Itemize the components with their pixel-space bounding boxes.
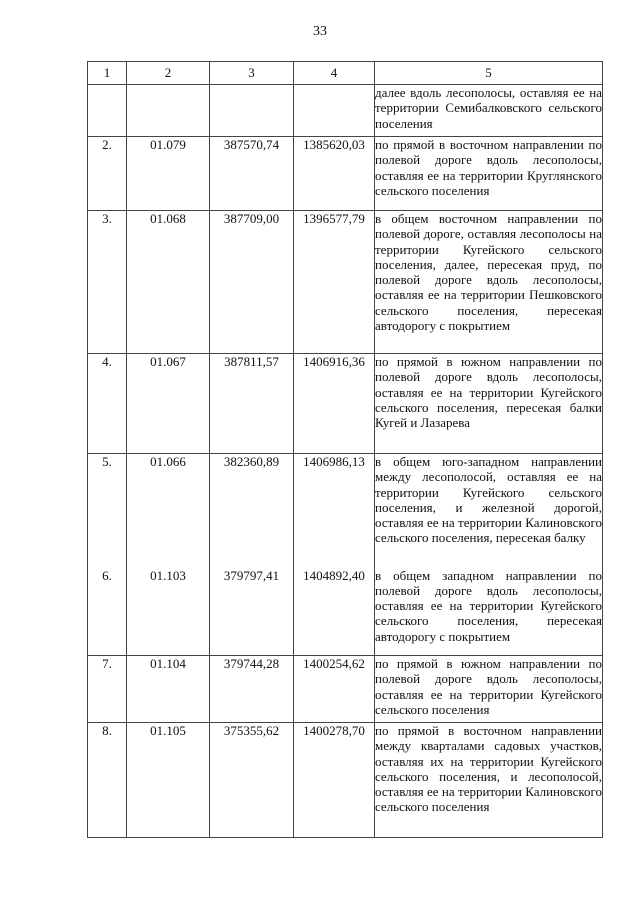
x-coordinate: 375355,62 [210,723,294,838]
row-number: 4. [88,354,127,454]
row-number: 7. [88,656,127,723]
y-coordinate: 1406916,36 [294,354,375,454]
table-row [88,354,603,454]
y-coordinate: 1406986,13 [294,454,375,568]
x-coordinate: 387709,00 [210,211,294,354]
y-coordinate: 1404892,40 [294,568,375,656]
boundary-table [87,61,603,838]
point-id [127,85,210,137]
x-coordinate [210,85,294,137]
boundary-description: в общем западном направлении по полевой дороге вдоль лесополосы, оставляя ее на территории Кугейского сельского поселения, пересекая автодорогу с покрытием [375,568,603,656]
table-header-row [88,62,603,85]
table-row [88,656,603,723]
row-number [88,85,127,137]
boundary-description: по прямой в восточном направлении между кварталами садовых участков, оставляя их на территории Кугейского сельского поселения, и лесополосой, оставляя ее на территории Калиновского сельского поселения [375,723,603,838]
table-row [88,723,603,838]
y-coordinate: 1400254,62 [294,656,375,723]
table-row [88,568,603,656]
table-row [88,454,603,568]
point-id: 01.068 [127,211,210,354]
point-id: 01.079 [127,137,210,211]
y-coordinate: 1396577,79 [294,211,375,354]
boundary-description: по прямой в южном направлении по полевой дороге вдоль лесополосы, оставляя ее на территории Кугейского сельского поселения, пересекая балки Кугей и Лазарева [375,354,603,454]
row-number: 6. [88,568,127,656]
point-id: 01.066 [127,454,210,568]
header-col-5: 5 [375,62,603,85]
y-coordinate: 1400278,70 [294,723,375,838]
point-id: 01.103 [127,568,210,656]
table-row [88,85,603,137]
boundary-description: далее вдоль лесополосы, оставляя ее на территории Семибалковского сельского поселения [375,85,603,137]
page-number: 33 [313,24,327,39]
point-id: 01.104 [127,656,210,723]
x-coordinate: 387570,74 [210,137,294,211]
row-number: 5. [88,454,127,568]
x-coordinate: 379744,28 [210,656,294,723]
point-id: 01.067 [127,354,210,454]
row-number: 2. [88,137,127,211]
table-row [88,137,603,211]
row-number: 3. [88,211,127,354]
header-col-1: 1 [88,62,127,85]
header-col-4: 4 [294,62,375,85]
boundary-description: в общем юго-западном направлении между лесополосой, оставляя ее на территории Кугейского сельского поселения, и железной дорогой, оставляя ее на территории Калиновского сельского поселения, пересекая балку [375,454,603,568]
x-coordinate: 382360,89 [210,454,294,568]
boundary-description: по прямой в восточном направлении по полевой дороге вдоль лесополосы, оставляя ее на территории Круглянского сельского поселения [375,137,603,211]
row-number: 8. [88,723,127,838]
point-id: 01.105 [127,723,210,838]
header-col-2: 2 [127,62,210,85]
y-coordinate [294,85,375,137]
header-col-3: 3 [210,62,294,85]
boundary-description: по прямой в южном направлении по полевой дороге вдоль лесополосы, оставляя ее на территории Кугейского сельского поселения [375,656,603,723]
x-coordinate: 387811,57 [210,354,294,454]
x-coordinate: 379797,41 [210,568,294,656]
boundary-description: в общем восточном направлении по полевой дороге, оставляя лесополосы на территории Кугейского сельского поселения, далее, пересекая пруд, по полевой дороге вдоль лесополосы, оставляя ее на территории Пешковского сельского поселения, пересекая автодорогу с покрытием [375,211,603,354]
y-coordinate: 1385620,03 [294,137,375,211]
table-row [88,211,603,354]
